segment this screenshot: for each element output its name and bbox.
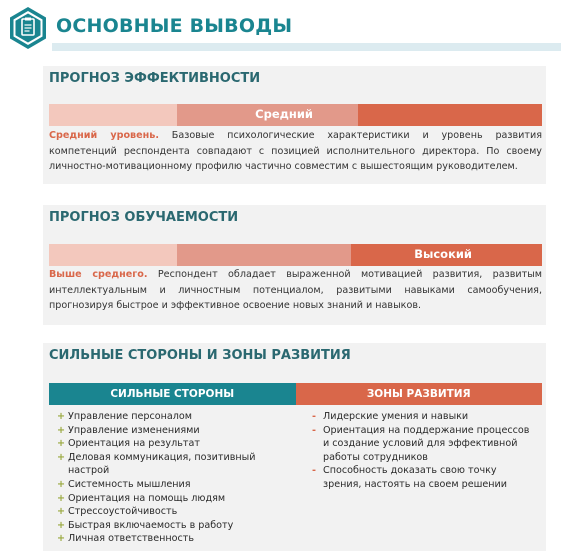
efficiency-title: ПРОГНОЗ ЭФФЕКТИВНОСТИ [49,71,261,86]
scale-label-medium: Средний [255,107,313,121]
learning-title: ПРОГНОЗ ОБУЧАЕМОСТИ [49,210,239,225]
strength-item: + Личная ответственность [57,533,195,545]
strength-item: + Системность мышления [57,478,191,490]
efficiency-forecast-card [43,66,546,184]
learning-description: Выше среднего. Респондент обладает выраженной мотивацией развития, развитым интеллектуальным и личностным потенциалом, развитыми навыками самообучения, прогнозируя быстрое и эффективное освоение новых знаний и навыков. [49,269,542,311]
strengths-section-title: СИЛЬНЫЕ СТОРОНЫ И ЗОНЫ РАЗВИТИЯ [49,348,351,363]
columns-header [49,383,542,405]
efficiency-description: Средний уровень. Базовые психологические характеристики и уровень развития компетенций респондента совпадают с позицией исполнительного директора. По своему личностно-мотивационному профилю частично совместим с вышестоящим руководителем. [49,130,542,172]
strength-item: + Быстрая включаемость в работу [57,519,234,531]
scale-segment-high [358,104,542,126]
scale-segment-low [49,104,177,126]
strength-item: + Управление персоналом [57,411,193,422]
development-header: ЗОНЫ РАЗВИТИЯ [296,383,543,405]
header-divider [52,43,561,51]
clipboard-hexagon-icon [8,6,48,50]
learning-forecast-card [43,205,546,325]
page-header [8,6,554,52]
development-list [312,410,532,492]
scale-segment-high [351,244,542,266]
strength-item: + Деловая коммуникация, позитивный настрой [57,451,256,477]
efficiency-scale [49,104,542,126]
development-item: - Ориентация на поддержание процессов и создание условий для эффективной работы сотрудников [312,424,530,463]
scale-label-high: Высокий [414,247,472,261]
scale-segment-medium [177,244,351,266]
scale-segment-low [49,244,177,266]
strength-item: + Ориентация на помощь людям [57,492,226,504]
learning-scale [49,244,542,266]
strength-item: + Управление изменениями [57,424,200,436]
development-item: - Лидерские умения и навыки [312,411,469,422]
efficiency-level-label: Средний уровень. [49,130,159,141]
strength-item: + Стрессоустойчивость [57,506,178,518]
strengths-development-card [43,343,546,551]
scale-segment-medium [177,104,358,126]
page-title: ОСНОВНЫЕ ВЫВОДЫ [56,15,293,37]
strength-item: + Ориентация на результат [57,438,200,450]
learning-level-label: Выше среднего. [49,269,148,280]
strengths-header: СИЛЬНЫЕ СТОРОНЫ [49,383,296,405]
development-item: - Способность доказать свою точку зрения, настоять на своем решении [312,465,508,490]
strengths-list [57,410,293,546]
